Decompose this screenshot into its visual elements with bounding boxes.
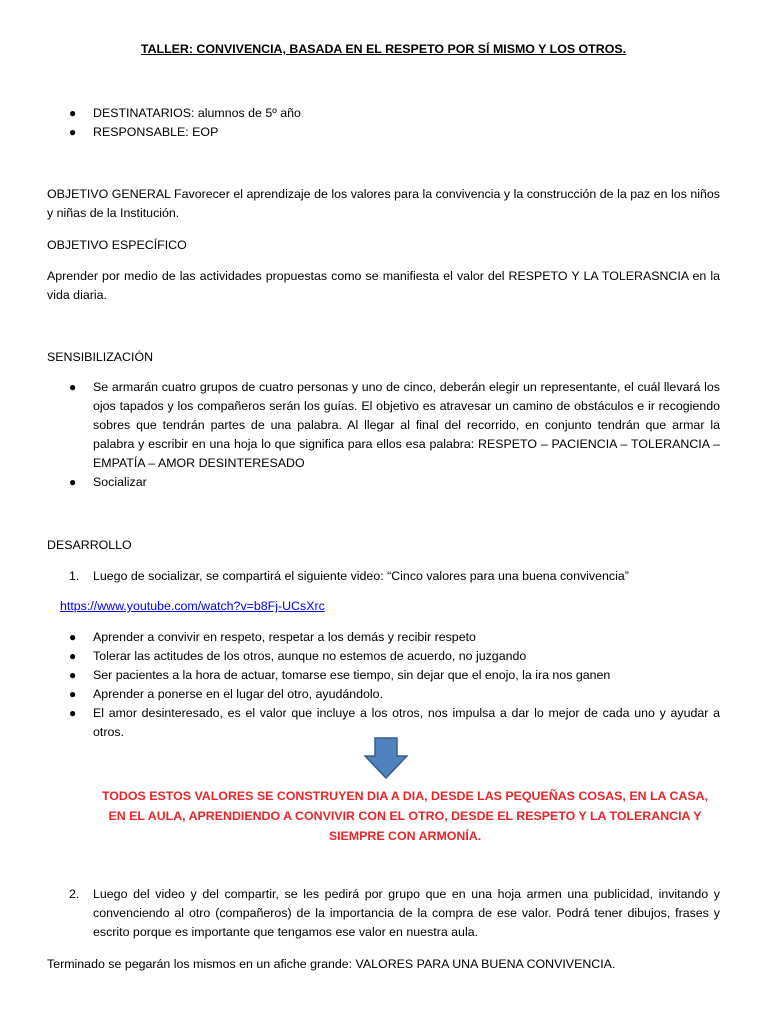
step-1 <box>47 567 720 586</box>
list-item: ● Aprender a convivir en respeto, respetar a los demás y recibir respeto <box>47 628 720 647</box>
bullet-icon: ● <box>69 125 77 139</box>
list-item: 2. Luego del video y del compartir, se les pedirá por grupo que en una hoja armen una publicidad, invitando y convenciendo al otro (compañeros) de la importancia de la compra de ese valor. Podrá tener dibujos, frases y escrito porque es importante que tengamos ese valor en nuestra aula. <box>69 887 720 939</box>
sensibilizacion-heading: SENSIBILIZACIÓN <box>47 350 154 364</box>
video-link[interactable]: https://www.youtube.com/watch?v=b8Fj-UCsXrc <box>60 599 325 613</box>
sensibilizacion-list <box>47 378 720 492</box>
info-list <box>47 104 720 142</box>
bullet-icon: ● <box>69 475 77 489</box>
list-item: ● Se armarán cuatro grupos de cuatro personas y uno de cinco, deberán elegir un representante, el cuál llevará los ojos tapados y los compañeros serán los guías. El objetivo es atravesar un camino de obstáculos e ir recogiendo sobres que tendrán partes de una palabra. Al llegar al final del recorrido, en conjunto tendrán que armar la palabra y escribir en una hoja lo que significa para ellos esa palabra: RESPETO – PACIENCIA – TOLERANCIA – EMPATÍA – AMOR DESINTERESADO <box>69 380 720 470</box>
bullet-icon: ● <box>69 706 77 720</box>
values-callout: TODOS ESTOS VALORES SE CONSTRUYEN DIA A DIA, DESDE LAS PEQUEÑAS COSAS, EN LA CASA, EN EL AULA, APRENDIENDO A CONVIVIR CON EL OTRO, DESDE EL RESPETO Y LA TOLERANCIA Y SIEMPRE CON ARMONÍA. <box>101 789 709 843</box>
page-title: TALLER: CONVIVENCIA, BASADA EN EL RESPETO POR SÍ MISMO Y LOS OTROS. <box>140 42 627 56</box>
bullet-icon: ● <box>69 380 77 394</box>
list-item: 1. Luego de socializar, se compartirá el siguiente video: “Cinco valores para una buena convivencia” <box>69 569 629 583</box>
bullet-icon: ● <box>69 630 77 644</box>
desarrollo-heading: DESARROLLO <box>47 538 132 552</box>
step-2 <box>47 885 720 942</box>
bullet-icon: ● <box>69 687 77 701</box>
objetivo-especifico-text: Aprender por medio de las actividades propuestas como se manifiesta el valor del RESPETO Y LA TOLERASNCIA en la vida diaria. <box>47 269 720 302</box>
list-item: ● Ser pacientes a la hora de actuar, tomarse ese tiempo, sin dejar que el enojo, la ira nos ganen <box>47 666 720 685</box>
bullet-icon: ● <box>69 668 77 682</box>
objetivo-general: OBJETIVO GENERAL Favorecer el aprendizaje de los valores para la convivencia y la construcción de la paz en los niños y niñas de la Institución. <box>47 187 720 220</box>
list-item: ● Aprender a ponerse en el lugar del otro, ayudándolo. <box>47 685 720 704</box>
list-item: ● Tolerar las actitudes de los otros, aunque no estemos de acuerdo, no juzgando <box>47 647 720 666</box>
bullet-icon: ● <box>69 106 77 120</box>
closing-text: Terminado se pegarán los mismos en un afiche grande: VALORES PARA UNA BUENA CONVIVENCIA. <box>47 957 616 971</box>
down-arrow-icon <box>364 737 408 779</box>
list-item: ● DESTINATARIOS: alumnos de 5º año <box>47 104 720 123</box>
list-item: ● RESPONSABLE: EOP <box>47 123 720 142</box>
list-item: ● El amor desinteresado, es el valor que incluye a los otros, nos impulsa a dar lo mejor de cada uno y ayudar a otros. <box>69 706 720 739</box>
list-item: ● Socializar <box>47 473 720 492</box>
bullet-icon: ● <box>69 649 77 663</box>
objetivo-especifico-heading: OBJETIVO ESPECÍFICO <box>47 238 187 252</box>
valores-list <box>47 628 720 742</box>
